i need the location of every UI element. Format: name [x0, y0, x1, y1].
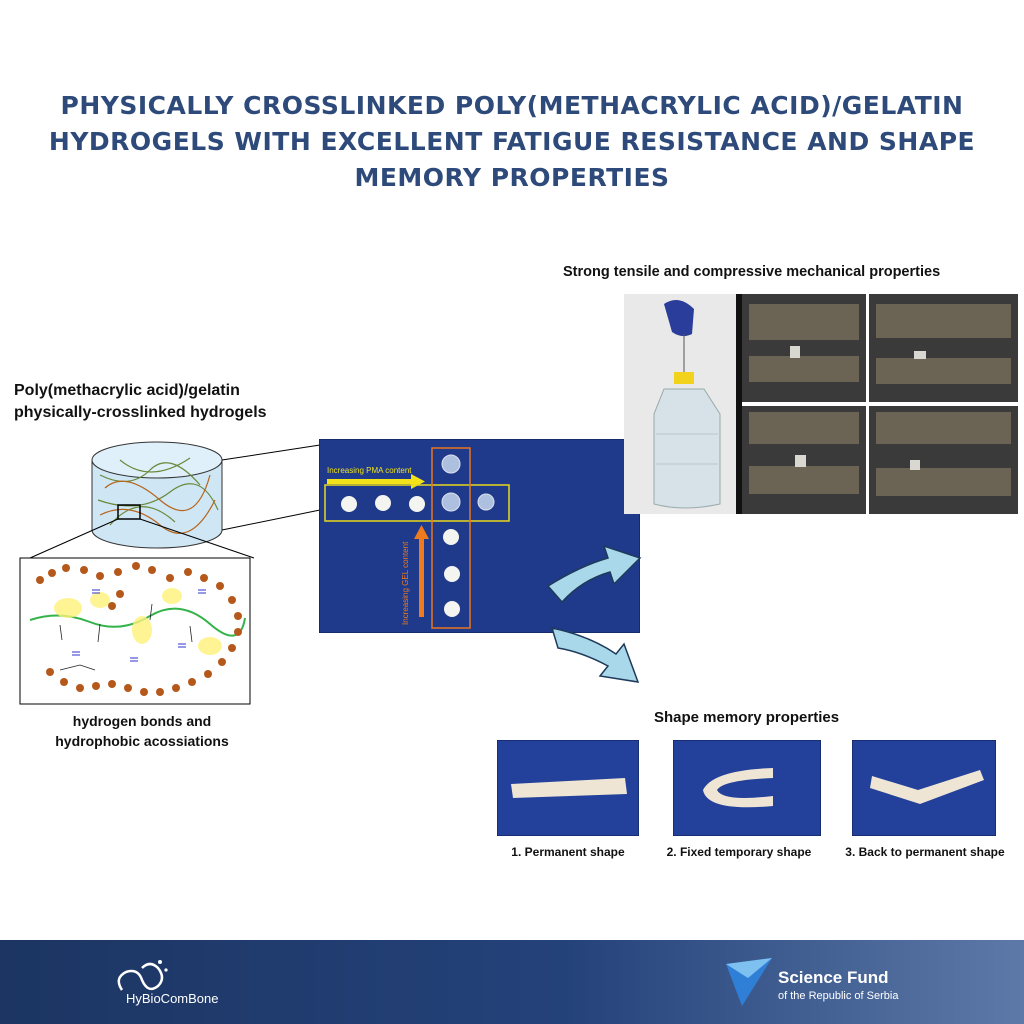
compression-test-photos	[742, 294, 1018, 514]
science-fund-title: Science Fund	[778, 968, 889, 987]
footer-bar	[0, 940, 1024, 1024]
bonding-caption-line-2: hydrophobic acossiations	[55, 733, 229, 749]
curved-arrows	[540, 536, 680, 690]
science-fund-logo-icon	[726, 958, 774, 1008]
hydrogel-network-illustration	[0, 430, 330, 710]
hydrogel-heading-line-2: physically-crosslinked hydrogels	[14, 404, 267, 421]
pma-label: Increasing PMA content	[327, 466, 412, 475]
shape-memory-heading: Shape memory properties	[654, 709, 840, 726]
hydrogel-cylinder	[92, 442, 222, 548]
hydrogel-heading-line-1: Poly(methacrylic acid)/gelatin	[14, 382, 240, 399]
arrow-down-icon	[552, 628, 638, 682]
title-line-2: HYDROGELS WITH EXCELLENT FATIGUE RESISTANCE AND SHAPE	[48, 127, 976, 156]
hydrogel-heading	[14, 380, 267, 424]
hybiocombone-logo-text: HyBioComBone	[126, 991, 219, 1006]
gel-arrow	[419, 539, 424, 617]
shape-caption-1: 1. Permanent shape	[511, 845, 625, 859]
title-line-3: MEMORY PROPERTIES	[354, 163, 670, 192]
temporary-shape-photo	[673, 740, 821, 836]
shape-caption-2: 2. Fixed temporary shape	[666, 845, 812, 859]
recovered-shape-photo	[852, 740, 996, 836]
permanent-shape-photo	[497, 740, 639, 836]
page-title	[30, 88, 994, 196]
arrow-up-icon	[548, 546, 640, 602]
gel-label: Increasing GEL content	[401, 541, 410, 625]
tensile-test-photo	[624, 294, 736, 514]
mechanical-photos	[624, 294, 1018, 514]
bonding-caption-line-1: hydrogen bonds and	[72, 713, 212, 729]
shape-caption-3: 3. Back to permanent shape	[845, 845, 1005, 859]
molecular-zoom-box	[20, 558, 250, 704]
pma-arrow	[327, 479, 411, 484]
title-line-1: PHYSICALLY CROSSLINKED POLY(METHACRYLIC ACID)/GELATIN	[60, 91, 964, 120]
science-fund-subtitle: of the Republic of Serbia	[778, 990, 899, 1002]
mechanical-heading: Strong tensile and compressive mechanical properties	[563, 264, 941, 280]
bonding-caption	[14, 711, 270, 751]
